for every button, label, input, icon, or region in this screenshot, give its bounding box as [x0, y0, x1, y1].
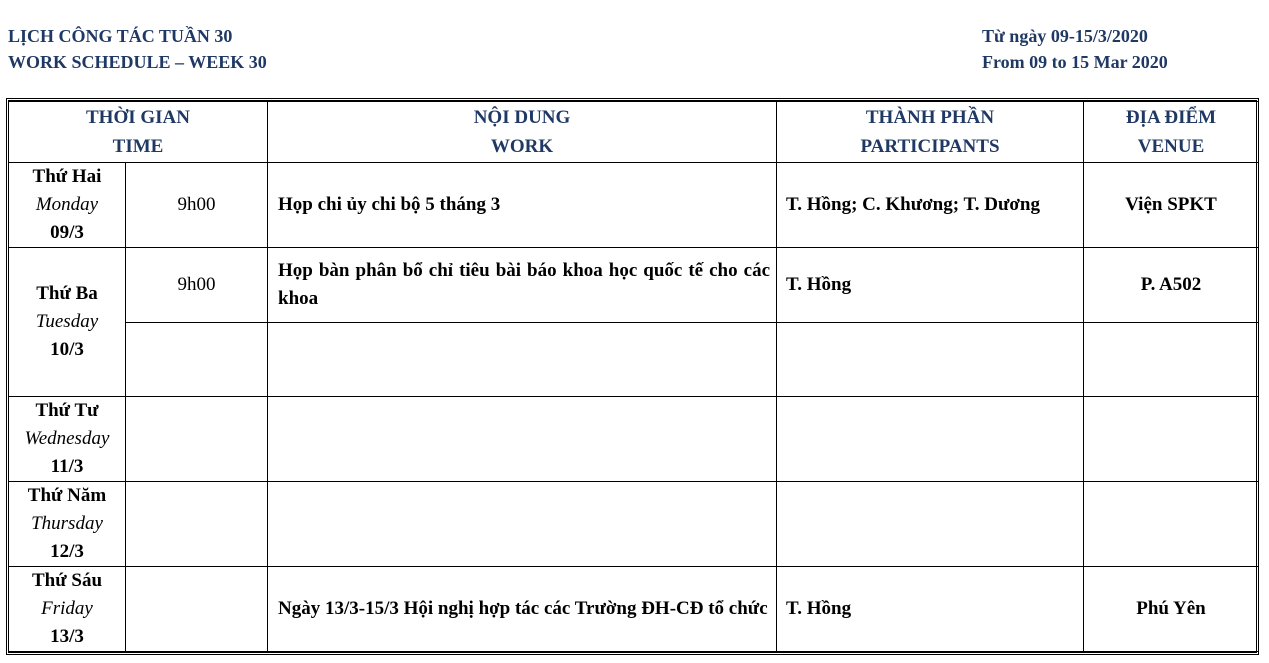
time-cell [126, 323, 268, 397]
participants-cell [777, 323, 1084, 397]
title-english: WORK SCHEDULE – WEEK 30 [8, 52, 267, 72]
time-header-en: TIME [112, 136, 164, 157]
date-range-english: From 09 to 15 Mar 2020 [982, 52, 1168, 72]
work-cell: Họp bàn phân bổ chỉ tiêu bài báo khoa học quốc tế cho các khoa [268, 248, 777, 323]
day-cell-wednesday [9, 397, 126, 482]
work-cell [268, 323, 777, 397]
table-row [9, 567, 1259, 652]
day-date: 13/3 [50, 626, 84, 647]
table-row [9, 397, 1259, 482]
work-header-en: WORK [490, 136, 554, 157]
day-name-vi: Thứ Năm [27, 485, 107, 506]
participants-cell: T. Hồng; C. Khương; T. Dương [777, 163, 1084, 248]
column-header-venue [1084, 102, 1259, 163]
day-name-en: Wednesday [24, 428, 110, 449]
venue-cell [1084, 482, 1259, 567]
date-range-vietnamese: Từ ngày 09-15/3/2020 [982, 26, 1148, 46]
work-header-vi: NỘI DUNG [473, 107, 571, 128]
work-cell [268, 482, 777, 567]
time-cell [126, 397, 268, 482]
day-cell-monday [9, 163, 126, 248]
day-date: 09/3 [50, 222, 84, 243]
day-date: 12/3 [50, 541, 84, 562]
column-header-participants [777, 102, 1084, 163]
table-row [9, 482, 1259, 567]
day-name-en: Thursday [31, 513, 103, 534]
venue-cell [1084, 323, 1259, 397]
table-row [9, 248, 1259, 323]
work-cell: Họp chi ủy chi bộ 5 tháng 3 [268, 163, 777, 248]
column-header-work [268, 102, 777, 163]
day-name-vi: Thứ Tư [35, 400, 99, 421]
table-row [9, 163, 1259, 248]
day-name-vi: Thứ Sáu [31, 570, 103, 591]
participants-header-en: PARTICIPANTS [860, 136, 1000, 157]
day-cell-thursday [9, 482, 126, 567]
schedule-title [8, 23, 267, 75]
day-cell-tuesday [9, 248, 126, 397]
venue-cell: Phú Yên [1084, 567, 1259, 652]
schedule-table [8, 101, 1259, 652]
participants-cell [777, 397, 1084, 482]
day-cell-friday [9, 567, 126, 652]
header-row [9, 102, 1259, 163]
participants-cell: T. Hồng [777, 567, 1084, 652]
work-cell: Ngày 13/3-15/3 Hội nghị hợp tác các Trường ĐH-CĐ tổ chức [268, 567, 777, 652]
day-date: 11/3 [50, 456, 84, 477]
column-header-time [9, 102, 268, 163]
day-name-en: Friday [41, 598, 93, 619]
time-header-vi: THỜI GIAN [86, 107, 190, 128]
participants-cell: T. Hồng [777, 248, 1084, 323]
day-name-vi: Thứ Ba [36, 283, 98, 304]
venue-cell [1084, 397, 1259, 482]
participants-cell [777, 482, 1084, 567]
day-date: 10/3 [50, 339, 84, 360]
time-cell [126, 482, 268, 567]
title-vietnamese: LỊCH CÔNG TÁC TUẦN 30 [8, 26, 233, 46]
venue-cell: P. A502 [1084, 248, 1259, 323]
day-name-vi: Thứ Hai [32, 166, 102, 187]
venue-header-vi: ĐỊA ĐIỂM [1125, 107, 1217, 128]
day-name-en: Monday [35, 194, 99, 215]
time-cell: 9h00 [126, 248, 268, 323]
time-cell: 9h00 [126, 163, 268, 248]
day-name-en: Tuesday [35, 311, 99, 332]
venue-cell: Viện SPKT [1084, 163, 1259, 248]
participants-header-vi: THÀNH PHẦN [865, 107, 995, 128]
time-cell [126, 567, 268, 652]
work-cell [268, 397, 777, 482]
schedule-date-range [982, 23, 1168, 75]
table-row [9, 323, 1259, 397]
venue-header-en: VENUE [1137, 136, 1205, 157]
